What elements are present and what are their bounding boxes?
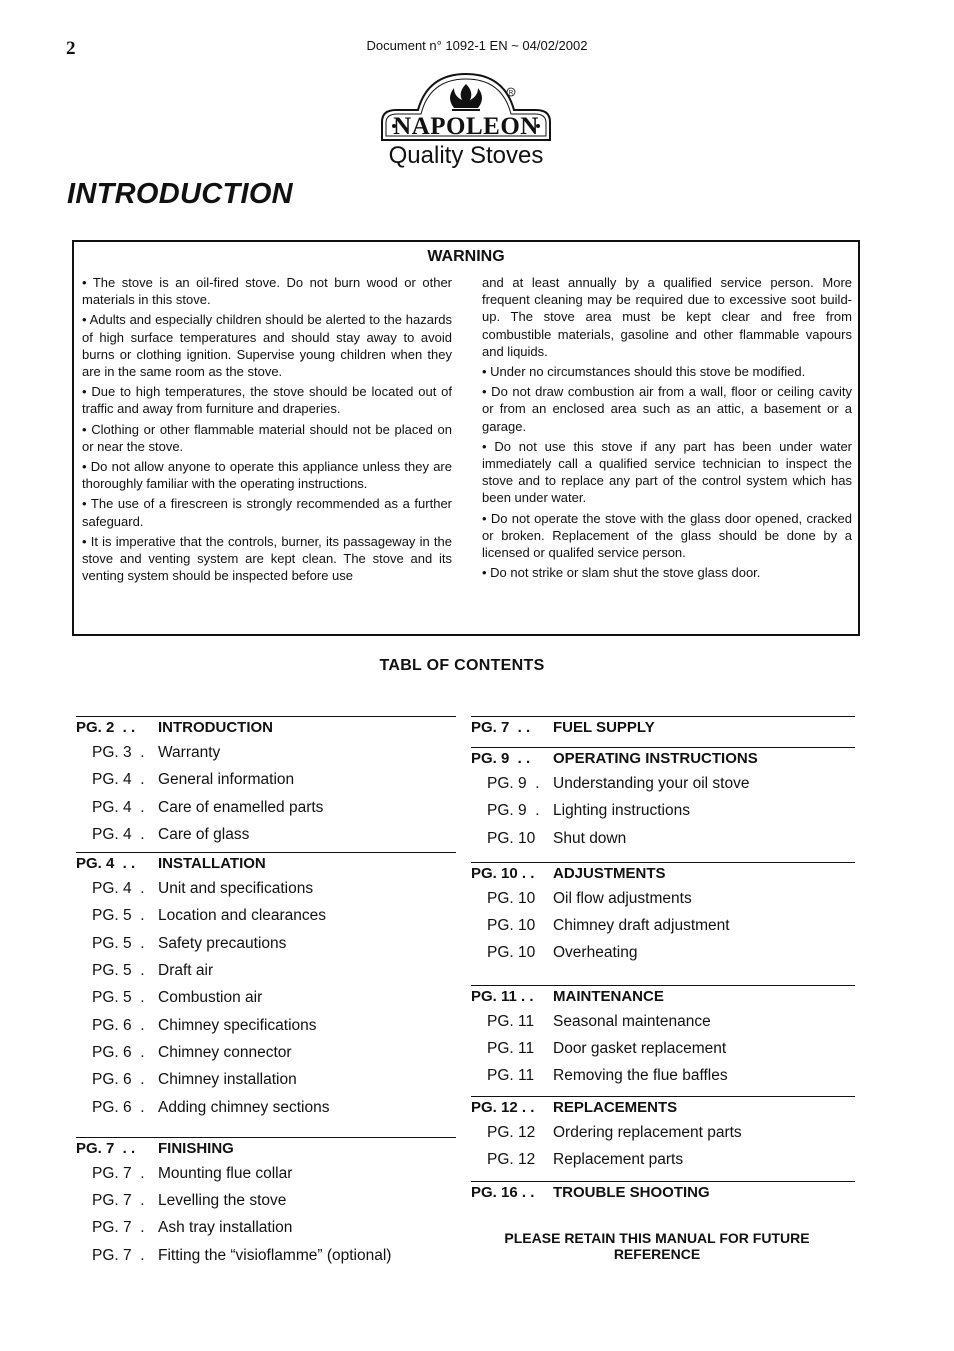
toc-page-ref: PG. 16 . . [471,1184,535,1202]
warning-title: WARNING [427,248,505,265]
toc-page-ref: PG. 12 [487,1123,536,1141]
toc-entry-title: Understanding your oil stove [553,775,750,792]
toc-entry-title: Location and clearances [158,907,327,925]
warning-item: • The stove is an oil-fired stove. Do not burn wood or other materials in this stove. [82,275,452,308]
toc-entry[interactable] [76,766,456,793]
retain-notice: PLEASE RETAIN THIS MANUAL FOR FUTURE REFERENCE [504,1230,810,1262]
toc-entry[interactable] [76,1214,456,1241]
logo-brand: NAPOLEON [393,113,539,140]
toc-page-ref: PG. 6 . [92,1098,145,1116]
toc-entry-title: Door gasket replacement [553,1040,727,1058]
toc-entry-title: Mounting flue collar [158,1164,293,1182]
toc-section-title: INSTALLATION [158,855,266,873]
toc-section-heading[interactable] [471,986,855,1008]
toc-section-heading[interactable] [76,1138,456,1160]
toc-section-title: FUEL SUPPLY [553,719,655,736]
toc-entry[interactable] [76,875,456,902]
toc-page-ref: PG. 11 [487,1067,535,1085]
toc-page-ref: PG. 12 . . [471,1098,535,1116]
toc-entry-title: Fitting the “visioflamme” (optional) [158,1246,392,1264]
warning-right-column [482,274,852,584]
toc-entry-title: Overheating [553,944,638,962]
warning-item: • The use of a firescreen is strongly recommended as a further safeguard. [82,496,452,529]
warning-item: • Do not strike or slam shut the stove glass door. [482,565,761,581]
logo-emblem [378,70,554,146]
toc-page-ref: PG. 7 . [92,1246,145,1264]
napoleon-logo [378,70,554,170]
warning-item: • Clothing or other flammable material should not be placed on or near the stove. [82,421,452,454]
registered-mark: R [508,90,514,97]
toc-entry[interactable] [471,797,855,824]
toc-page-ref: PG. 9 . [487,775,540,792]
toc-section-title: REPLACEMENTS [553,1098,678,1116]
toc-entry[interactable] [76,1094,456,1121]
toc-entry-title: Ordering replacement parts [553,1123,742,1141]
toc-page-ref: PG. 10 [487,829,536,847]
toc-entry[interactable] [76,1187,456,1214]
warning-item: and at least annually by a qualified service person. More frequent cleaning may be required due to excessive soot build-up. The stove area must be kept clear and free from combustible materials, gasoline and other flammable vapours and liquids. [482,275,852,359]
toc-page-ref: PG. 4 . [92,880,145,898]
warning-left-column [82,274,452,587]
toc-section [76,716,456,848]
toc-entry-title: Combustion air [158,989,263,1007]
warning-item: • Due to high temperatures, the stove should be located out of traffic and away from furniture and draperies. [82,384,452,417]
toc-entry[interactable] [471,885,855,912]
toc-entry[interactable] [471,825,855,852]
toc-entry[interactable] [471,1119,855,1146]
toc-entry[interactable] [76,821,456,848]
toc-entry[interactable] [76,1160,456,1187]
toc-section-heading[interactable] [471,717,855,739]
toc-section-title: OPERATING INSTRUCTIONS [553,750,758,767]
toc-section-title: MAINTENANCE [553,987,664,1005]
toc-entry-title: Care of glass [158,825,250,843]
toc-entry-title: Chimney specifications [158,1016,317,1034]
toc-entry[interactable] [76,794,456,821]
toc-section-heading[interactable] [76,717,456,739]
toc-page-ref: PG. 4 . [92,771,145,789]
toc-section-heading[interactable] [471,863,855,885]
toc-entry[interactable] [471,770,855,797]
toc-page-ref: PG. 4 . [92,825,145,843]
document-reference: Document n° 1092-1 EN ~ 04/02/2002 [366,38,588,53]
toc-page-ref: PG. 4 . . [76,855,136,873]
toc-entry[interactable] [76,984,456,1011]
page-number: 2 [66,38,76,59]
toc-entry-title: General information [158,771,295,789]
toc-section [471,716,855,739]
toc-section-heading[interactable] [471,1097,855,1119]
toc-page-ref: PG. 2 . . [76,719,136,736]
toc-section [471,985,855,1090]
toc-section-heading[interactable] [471,748,855,770]
toc-entry-title: Care of enamelled parts [158,798,324,816]
toc-page-ref: PG. 7 . . [471,719,531,736]
warning-item: • It is imperative that the controls, burner, its passageway in the stove and venting system are kept clean. The stove and its venting system should be inspected before use [82,533,452,584]
toc-page-ref: PG. 10 [487,944,536,962]
warning-item: • Under no circumstances should this stove be modified. [482,364,806,380]
toc-entry[interactable] [76,739,456,766]
toc-entry-title: Shut down [553,829,627,847]
toc-entry[interactable] [471,1008,855,1035]
page-title: INTRODUCTION [67,178,293,210]
toc-entry[interactable] [76,902,456,929]
toc-entry[interactable] [76,1012,456,1039]
warning-item: • Do not draw combustion air from a wall, floor or ceiling cavity or from an enclosed area such as an attic, a basement or a garage. [482,384,852,434]
toc-section-heading[interactable] [76,853,456,875]
toc-page-ref: PG. 4 . [92,798,145,816]
toc-entry[interactable] [471,912,855,939]
toc-section [471,747,855,852]
toc-page-ref: PG. 11 [487,1012,535,1030]
toc-section-title: INTRODUCTION [158,719,273,736]
toc-entry[interactable] [471,1062,855,1089]
toc-entry-title: Lighting instructions [553,802,690,820]
toc-entry-title: Adding chimney sections [158,1098,330,1116]
toc-section-title: ADJUSTMENTS [553,864,666,882]
toc-entry-title: Draft air [158,962,214,980]
toc-page-ref: PG. 10 [487,917,536,935]
toc-title: TABL OF CONTENTS [379,657,545,674]
toc-entry-title: Seasonal maintenance [553,1012,711,1030]
toc-entry[interactable] [76,1039,456,1066]
toc-section-title: FINISHING [158,1139,234,1157]
toc-entry[interactable] [76,1242,456,1269]
toc-left-column [76,716,456,1269]
toc-entry-title: Chimney connector [158,1043,292,1061]
toc-entry[interactable] [76,930,456,957]
warning-item: • Do not allow anyone to operate this appliance unless they are thoroughly familiar with the operating instructions. [82,459,452,492]
toc-entry-title: Chimney installation [158,1071,297,1089]
toc-section [76,1137,456,1269]
toc-entry-title: Warranty [158,744,221,761]
toc-page-ref: PG. 12 [487,1150,536,1168]
warning-item: • Adults and especially children should be alerted to the hazards of high surface temperatures and should stay away to avoid burns or clothing ignition. Supervise young children when they are in the same room as the stove. [82,312,452,380]
toc-entry-title: Replacement parts [553,1150,684,1168]
toc-page-ref: PG. 6 . [92,1016,145,1034]
toc-entry[interactable] [76,1066,456,1093]
toc-section [471,1181,855,1204]
toc-section-title: TROUBLE SHOOTING [553,1184,710,1202]
toc-page-ref: PG. 11 [487,1040,535,1058]
toc-page-ref: PG. 6 . [92,1071,145,1089]
toc-entry-title: Unit and specifications [158,880,314,898]
toc-entry-title: Ash tray installation [158,1219,293,1237]
warning-box [72,240,860,636]
toc-page-ref: PG. 10 [487,889,536,907]
toc-page-ref: PG. 7 . [92,1164,145,1182]
toc-page-ref: PG. 5 . [92,962,145,980]
toc-page-ref: PG. 7 . [92,1192,145,1210]
flame-icon [450,84,482,110]
logo-tagline: Quality Stoves [388,142,544,169]
toc-entry[interactable] [471,1146,855,1173]
toc-section [471,862,855,967]
toc-right-column [471,716,855,1204]
toc-page-ref: PG. 6 . [92,1043,145,1061]
toc-page-ref: PG. 9 . . [471,750,531,767]
toc-entry-title: Removing the flue baffles [553,1067,728,1085]
toc-page-ref: PG. 10 . . [471,864,535,882]
toc-entry-title: Levelling the stove [158,1192,287,1210]
toc-page-ref: PG. 5 . [92,907,145,925]
toc-entry-title: Safety precautions [158,934,287,952]
warning-item: • Do not operate the stove with the glass door opened, cracked or broken. Replacement of the glass should be done by a licensed or qualifed service person. [482,510,852,561]
toc-page-ref: PG. 7 . . [76,1139,136,1157]
toc-page-ref: PG. 11 . . [471,987,534,1005]
toc-entry[interactable] [471,1035,855,1062]
toc-page-ref: PG. 7 . [92,1219,145,1237]
toc-entry-title: Chimney draft adjustment [553,917,730,935]
toc-entry[interactable] [76,957,456,984]
warning-item: • Do not use this stove if any part has been under water immediately call a qualified service technician to inspect the stove and to replace any part of the control system which has been under water. [482,438,852,506]
toc-page-ref: PG. 5 . [92,989,145,1007]
toc-section [471,1096,855,1174]
toc-page-ref: PG. 3 . [92,744,145,761]
toc-section [76,852,456,1121]
toc-page-ref: PG. 9 . [487,802,540,820]
toc-entry-title: Oil flow adjustments [553,889,692,907]
toc-entry[interactable] [471,939,855,966]
toc-section-heading[interactable] [471,1182,855,1204]
toc-page-ref: PG. 5 . [92,934,145,952]
